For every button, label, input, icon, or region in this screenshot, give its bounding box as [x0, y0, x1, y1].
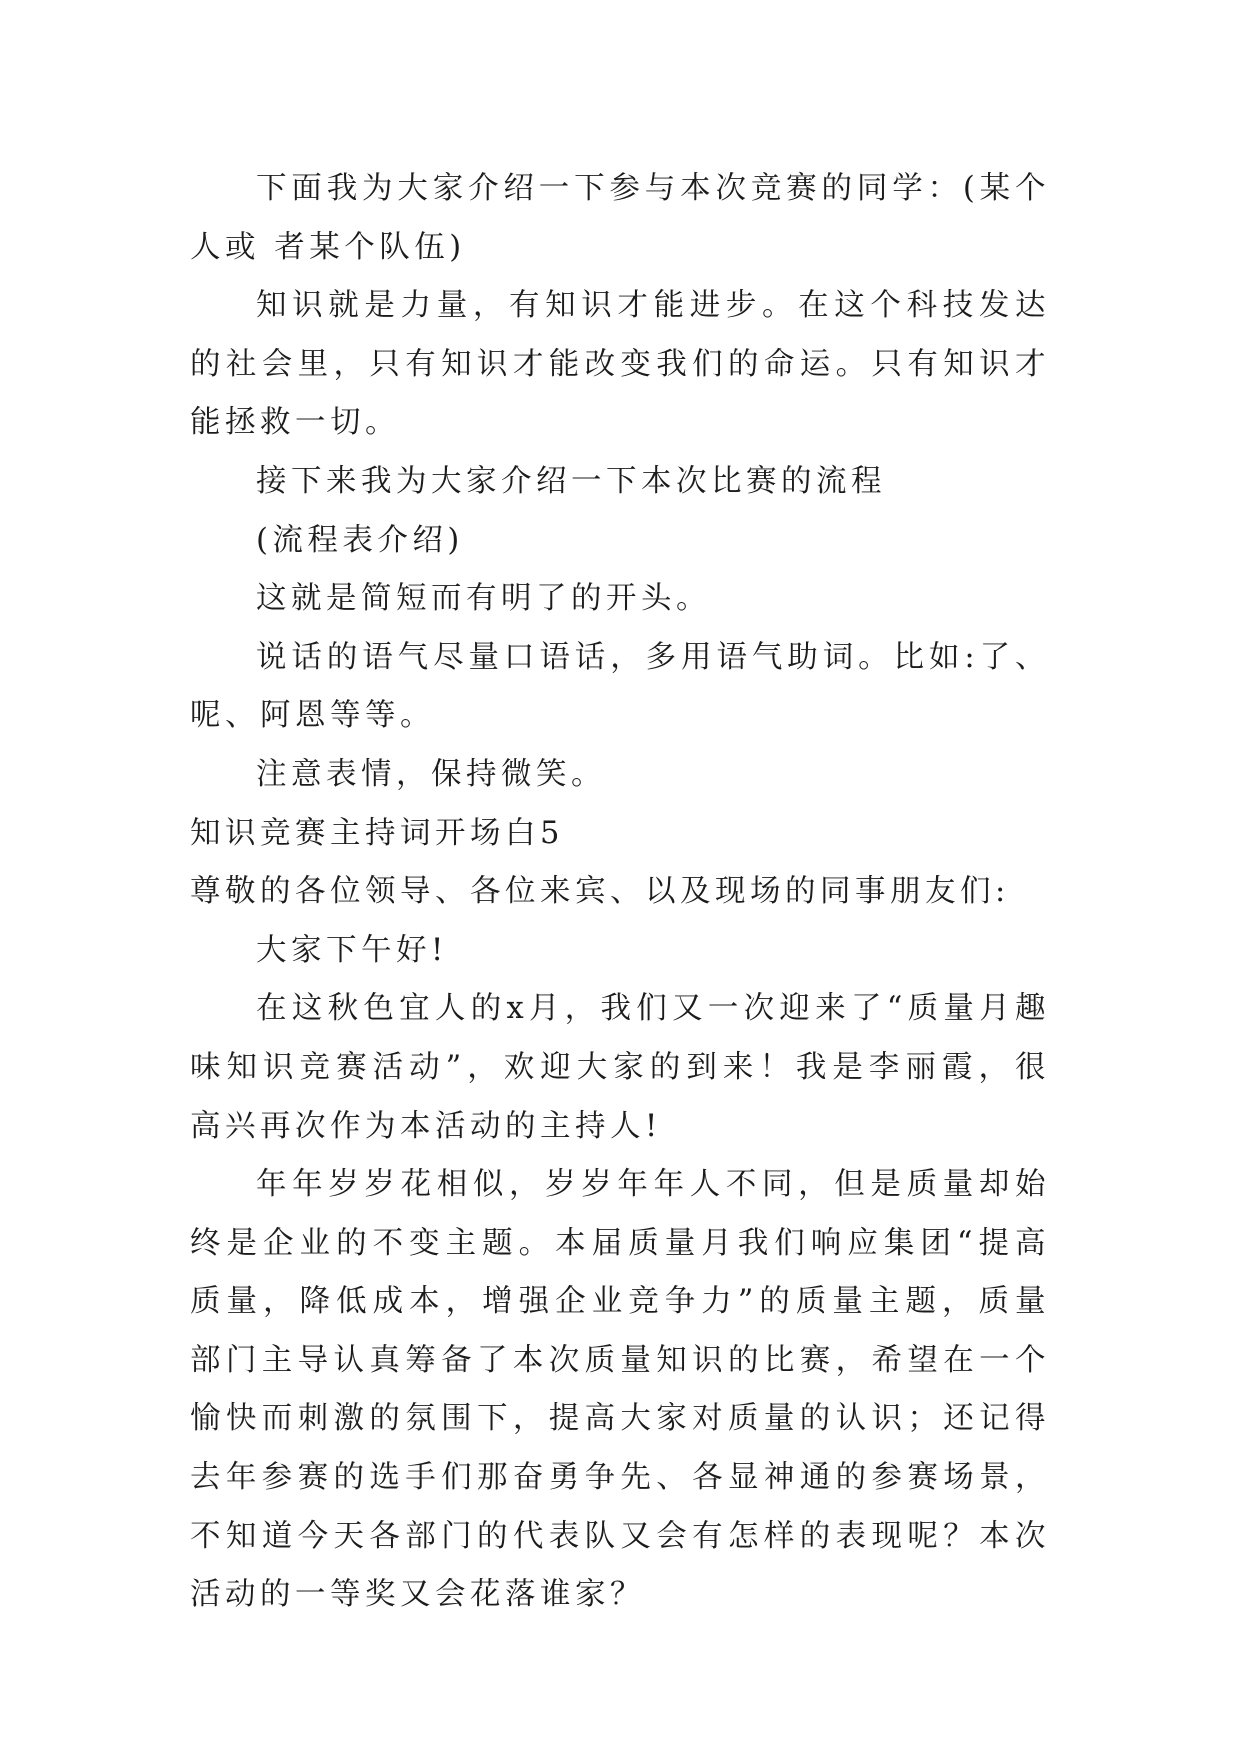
salutation: 尊敬的各位领导、各位来宾、以及现场的同事朋友们:	[190, 874, 1010, 910]
paragraph-knowledge-power: 知识就是力量，有知识才能进步。在这个科技发达的社会里，只有知识才能改变我们的命运。只有知识才能拯救一切。	[190, 288, 1050, 441]
paragraph-quality-theme: 年年岁岁花相似，岁岁年年人不同，但是质量却始终是企业的不变主题。本届质量月我们响应集团“提高质量，降低成本，增强企业竞争力”的质量主题，质量部门主导认真筹备了本次质量知识的比赛，希望在一个愉快而刺激的氛围下，提高大家对质量的认识；还记得去年参赛的选手们那奋勇争先、各显神通的参赛场景，不知道今天各部门的代表队又会有怎样的表现呢？本次活动的一等奖又会花落谁家？	[190, 1167, 1050, 1613]
paragraph-opening-note: 这就是简短而有明了的开头。	[256, 581, 711, 617]
paragraph-greeting: 大家下午好!	[256, 932, 448, 968]
paragraph-process-table: (流程表介绍)	[256, 522, 464, 558]
paragraph-welcome: 在这秋色宜人的x月，我们又一次迎来了“质量月趣味知识竞赛活动”，欢迎大家的到来！我是李丽霞，很高兴再次作为本活动的主持人!	[190, 991, 1050, 1144]
document-body	[190, 160, 1050, 1625]
paragraph-tone-note: 说话的语气尽量口语话，多用语气助词。比如:了、呢、阿恩等等。	[190, 639, 1050, 734]
paragraph-smile-note: 注意表情，保持微笑。	[256, 756, 606, 792]
section-heading: 知识竞赛主持词开场白5	[190, 815, 564, 851]
paragraph-process-intro: 接下来我为大家介绍一下本次比赛的流程	[256, 463, 886, 499]
paragraph-intro-contestants: 下面我为大家介绍一下参与本次竞赛的同学：(某个人或 者某个队伍)	[190, 171, 1050, 265]
